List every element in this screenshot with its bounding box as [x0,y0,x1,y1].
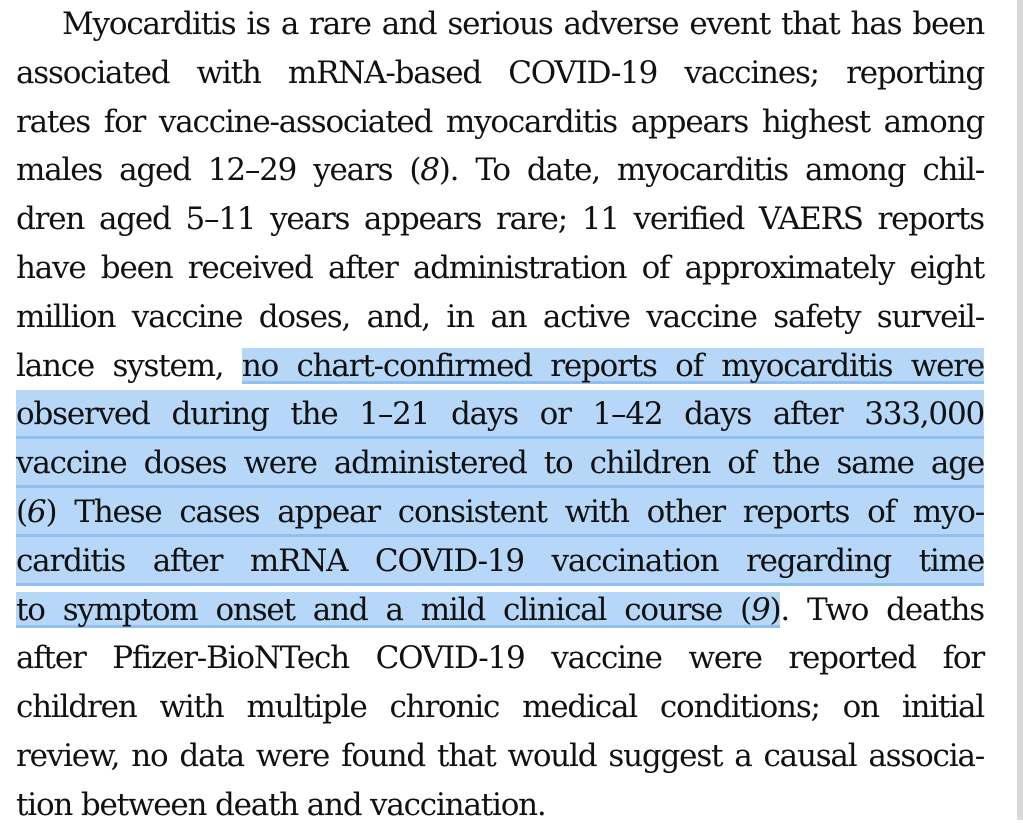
text-run: lance system, [16,347,242,384]
text-run: males aged 12–29 years ( [16,152,421,189]
citation-ref: 8 [420,152,439,189]
text-line: children with multiple chronic medical conditions; on initial [16,689,984,726]
body-paragraph[interactable] [16,0,984,830]
text-line: dren aged 5–11 years appears rare; 11 verified VAERS reports [16,201,984,238]
selected-text-line: observed during the 1–21 days or 1–42 days after 333,000 [16,390,984,439]
text-run: to symptom onset and a mild clinical course ( [16,591,751,628]
text-line-last: tion between death and vaccination. [16,786,546,823]
text-line [16,342,984,391]
citation-ref: 9 [750,591,770,628]
selected-text [16,592,780,628]
selected-text-line [16,488,984,537]
selected-text-line: vaccine doses were administered to children of the same age [16,439,984,488]
text-run: ) These cases appear consistent with other reports of myo- [45,493,984,530]
text-line [16,586,984,635]
text-run: ( [16,493,27,530]
selected-text-line: carditis after mRNA COVID-19 vaccination regarding time [16,537,984,586]
text-line: million vaccine doses, and, in an active vaccine safety surveil- [16,298,984,335]
text-line: have been received after administration of approximately eight [16,249,984,286]
text-run: ). To date, myocarditis among chil- [438,152,984,189]
page-edge [1017,0,1023,820]
text-line: review, no data were found that would suggest a causal associa- [16,737,984,774]
text-line: associated with mRNA-based COVID-19 vaccines; reporting [16,54,984,91]
text-line: rates for vaccine-associated myocarditis appears highest among [16,103,984,140]
text-run: . Two deaths [780,591,984,628]
text-run: ) [769,591,781,628]
citation-ref: 6 [26,493,46,530]
text-line: after Pfizer-BioNTech COVID-19 vaccine were reported for [16,640,984,677]
text-line: Myocarditis is a rare and serious adverse event that has been [62,6,984,42]
text-line [16,146,984,195]
selected-text: no chart-confirmed reports of myocarditis were [241,347,984,384]
